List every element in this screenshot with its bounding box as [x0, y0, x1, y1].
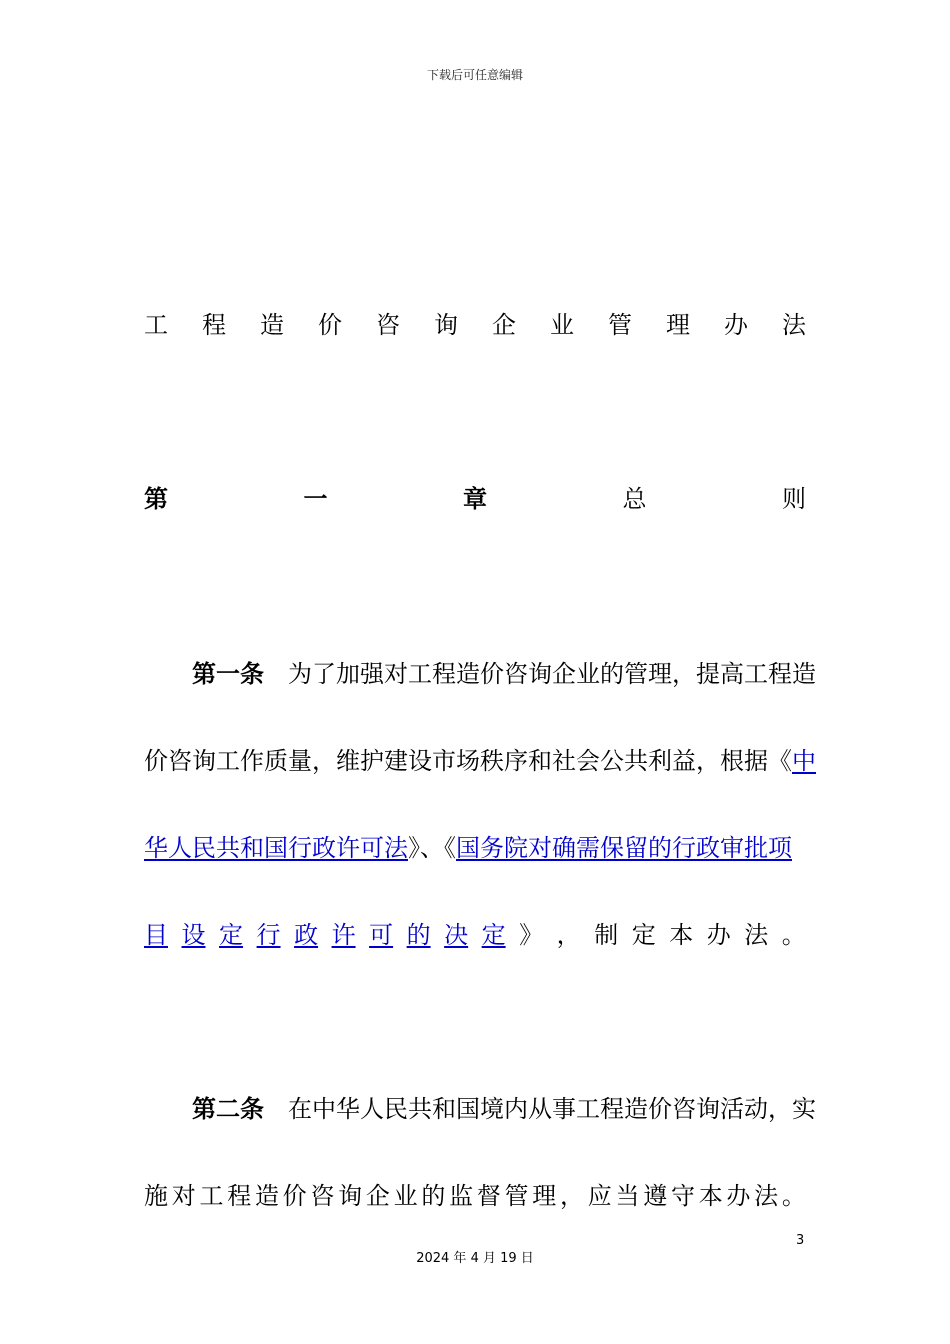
decision-link[interactable]: 决	[444, 921, 469, 949]
title-char: 办	[724, 311, 748, 339]
article2-char: 企	[365, 1182, 390, 1210]
title-char: 咨	[376, 311, 400, 339]
title-char: 工	[144, 311, 168, 339]
article1-char: 。	[781, 921, 806, 949]
article1-char: 办	[706, 921, 731, 949]
article2-char: 守	[670, 1182, 695, 1210]
article2-char: 咨	[310, 1182, 335, 1210]
decision-link[interactable]: 设	[181, 921, 206, 949]
article1-char: 》	[519, 921, 544, 949]
chapter-char: 一	[303, 485, 328, 513]
article1-char: 定	[631, 921, 656, 949]
title-char: 法	[782, 311, 806, 339]
article2-char: 应	[587, 1182, 612, 1210]
title-char: 询	[434, 311, 458, 339]
article2-char: 造	[254, 1182, 279, 1210]
article2-char: 法	[754, 1182, 779, 1210]
decision-link[interactable]: 的	[406, 921, 431, 949]
article2-char: 当	[615, 1182, 640, 1210]
article1-char: 制	[594, 921, 619, 949]
page-header: 下载后可任意编辑	[426, 68, 523, 82]
decision-link[interactable]: 政	[294, 921, 319, 949]
article1-char: ，	[556, 921, 581, 949]
article2-char: ，	[560, 1182, 585, 1210]
decision-link[interactable]: 国务院对确需保留的行政审批项	[456, 834, 792, 862]
article1-label: 第一条	[192, 660, 264, 688]
article2-label: 第二条	[192, 1095, 264, 1123]
article2-char: 对	[171, 1182, 196, 1210]
article1-line4	[144, 919, 806, 951]
title-char: 企	[492, 311, 516, 339]
article1-char: 本	[669, 921, 694, 949]
chapter-heading	[144, 483, 806, 515]
article2-line1	[144, 1093, 854, 1125]
article2-char: 程	[227, 1182, 252, 1210]
article1-text: 价咨询工作质量，维护建设市场秩序和社会公共利益，根据《	[144, 747, 792, 775]
decision-link[interactable]: 行	[256, 921, 281, 949]
article2-char: 施	[144, 1182, 168, 1210]
article2-text: 在中华人民共和国境内从事工程造价咨询活动，实	[288, 1095, 816, 1123]
article2-char: 的	[421, 1182, 446, 1210]
article1-char: 法	[744, 921, 769, 949]
article2-char: 业	[393, 1182, 418, 1210]
article1-line1	[144, 658, 854, 690]
title-char: 理	[666, 311, 690, 339]
chapter-char: 章	[463, 485, 487, 513]
article2-char: 工	[199, 1182, 224, 1210]
decision-link[interactable]: 目	[144, 921, 168, 949]
law-link[interactable]: 华人民共和国行政许可法	[144, 834, 408, 862]
page-number: 3	[796, 1233, 805, 1248]
chapter-char: 则	[782, 485, 806, 513]
article2-char: 。	[781, 1182, 806, 1210]
law-link[interactable]: 中	[792, 747, 816, 775]
title-char: 价	[318, 311, 342, 339]
article2-char: 价	[282, 1182, 307, 1210]
decision-link[interactable]: 许	[331, 921, 356, 949]
article1-text: 为了加强对工程造价咨询企业的管理，提高工程造	[288, 660, 816, 688]
article1-text: 》、《	[408, 834, 456, 862]
article2-line2	[144, 1180, 806, 1212]
title-char: 管	[608, 311, 632, 339]
article2-char: 理	[532, 1182, 557, 1210]
article2-char: 督	[476, 1182, 501, 1210]
title-char: 造	[260, 311, 284, 339]
article2-char: 本	[698, 1182, 723, 1210]
decision-link[interactable]: 定	[219, 921, 244, 949]
article1-line2	[144, 745, 816, 777]
page-footer-date: 2024 年 4 月 19 日	[416, 1251, 534, 1266]
article2-char: 遵	[643, 1182, 668, 1210]
article2-char: 询	[338, 1182, 363, 1210]
article2-char: 管	[504, 1182, 529, 1210]
title-char: 程	[202, 311, 226, 339]
decision-link[interactable]: 定	[481, 921, 506, 949]
article2-char: 办	[726, 1182, 751, 1210]
article1-line3	[144, 832, 806, 864]
title-char: 业	[550, 311, 574, 339]
document-title	[144, 309, 806, 341]
article2-char: 监	[449, 1182, 474, 1210]
chapter-char: 总	[622, 485, 647, 513]
decision-link[interactable]: 可	[369, 921, 394, 949]
chapter-char: 第	[144, 485, 168, 513]
